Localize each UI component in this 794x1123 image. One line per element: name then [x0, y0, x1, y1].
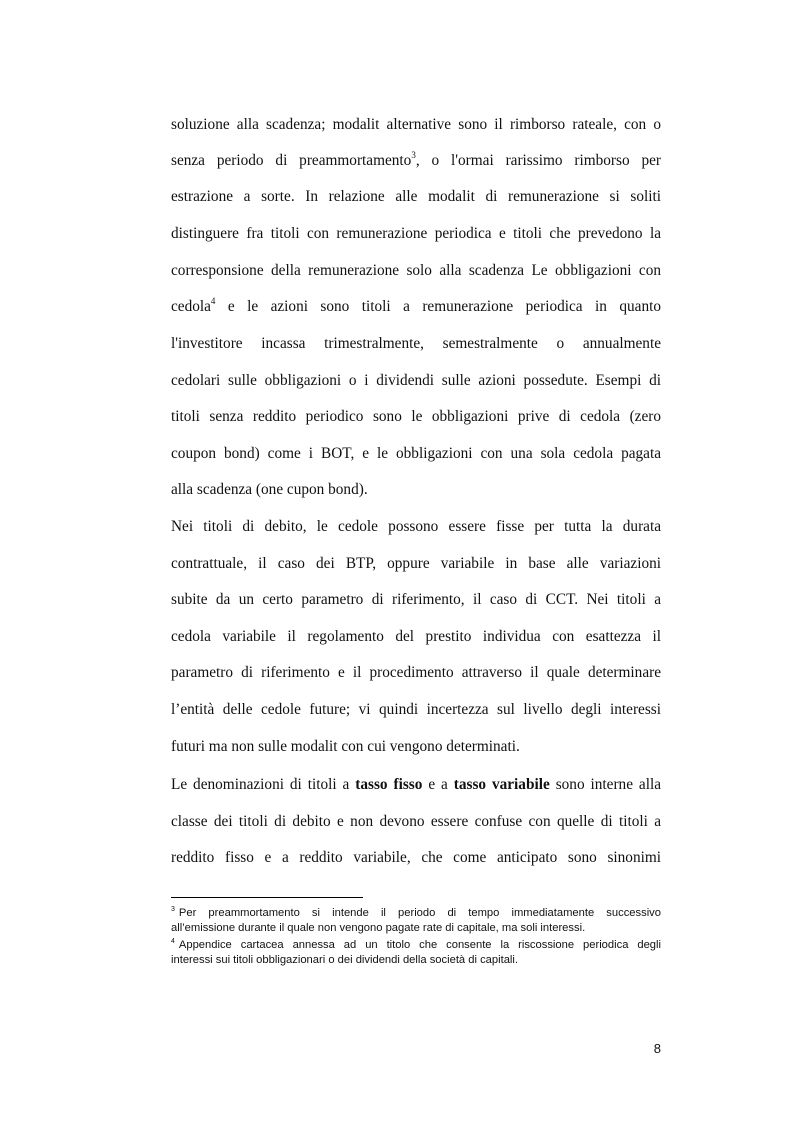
body-line: corresponsione della remunerazione solo alla scadenza Le obbligazioni con: [171, 262, 661, 279]
body-line: titoli senza reddito periodico sono le obbligazioni prive di cedola (zero: [171, 408, 661, 425]
body-line: contrattuale, il caso dei BTP, oppure variabile in base alle variazioni: [171, 555, 661, 572]
footnote-ref-4: 4: [210, 296, 216, 306]
body-line: senza periodo di preammortamento$^3$, o l'ormai rarissimo rimborso per: [171, 150, 662, 169]
footnote-number: 3: [171, 906, 175, 913]
body-line: Le denominazioni di titoli a tasso fisso e a tasso variabile sono interne alla: [171, 776, 661, 793]
term-tasso-fisso: tasso fisso: [355, 776, 423, 793]
body-line: parametro di riferimento e il procedimento attraverso il quale determinare: [171, 664, 661, 681]
body-line: cedolari sulle obbligazioni o i dividendi sulle azioni possedute. Esempi di: [171, 372, 661, 389]
page-number: 8: [653, 1041, 661, 1056]
footnote-ref-3: 3: [411, 150, 416, 160]
footnote-3: $^3$ Per preammortamento si intende il periodo di tempo immediatamente successivo: [171, 906, 661, 919]
footnote-3-cont: all’emissione durante il quale non vengono pagate rate di capitale, ma soli interessi.: [171, 922, 586, 934]
body-line: futuri ma non sulle modalit con cui vengono determinati.: [171, 738, 520, 755]
term-tasso-variabile: tasso variabile: [453, 776, 550, 793]
footnote-4: $^4$ Appendice cartacea annessa ad un titolo che consente la riscossione periodica degli: [171, 938, 661, 951]
body-line: soluzione alla scadenza; modalit alternative sono il rimborso rateale, con o: [171, 116, 661, 133]
body-line: subite da un certo parametro di riferimento, il caso di CCT. Nei titoli a: [171, 591, 661, 608]
footnote-number: 4: [171, 938, 175, 945]
body-line: classe dei titoli di debito e non devono essere confuse con quelle di titoli a: [171, 813, 661, 830]
body-line: reddito fisso e a reddito variabile, che come anticipato sono sinonimi: [171, 849, 661, 866]
body-line: Nei titoli di debito, le cedole possono essere fisse per tutta la durata: [171, 518, 661, 535]
footnote-separator: [171, 897, 363, 898]
footnote-4-cont: interessi sui titoli obbligazionari o dei dividendi della società di capitali.: [171, 954, 519, 966]
body-line: coupon bond) come i BOT, e le obbligazioni con una sola cedola pagata: [171, 445, 661, 462]
body-line: l'investitore incassa trimestralmente, semestralmente o annualmente: [171, 335, 661, 352]
body-line: distinguere fra titoli con remunerazione periodica e titoli che prevedono la: [171, 225, 661, 242]
body-line: l’entità delle cedole future; vi quindi incertezza sul livello degli interessi: [171, 701, 661, 718]
body-line: alla scadenza (one cupon bond).: [171, 481, 368, 498]
body-line: estrazione a sorte. In relazione alle modalit di remunerazione si soliti: [171, 188, 661, 205]
body-line: cedola$^4$ e le azioni sono titoli a remunerazione periodica in quanto: [171, 296, 661, 315]
body-line: cedola variabile il regolamento del prestito individua con esattezza il: [171, 628, 661, 645]
